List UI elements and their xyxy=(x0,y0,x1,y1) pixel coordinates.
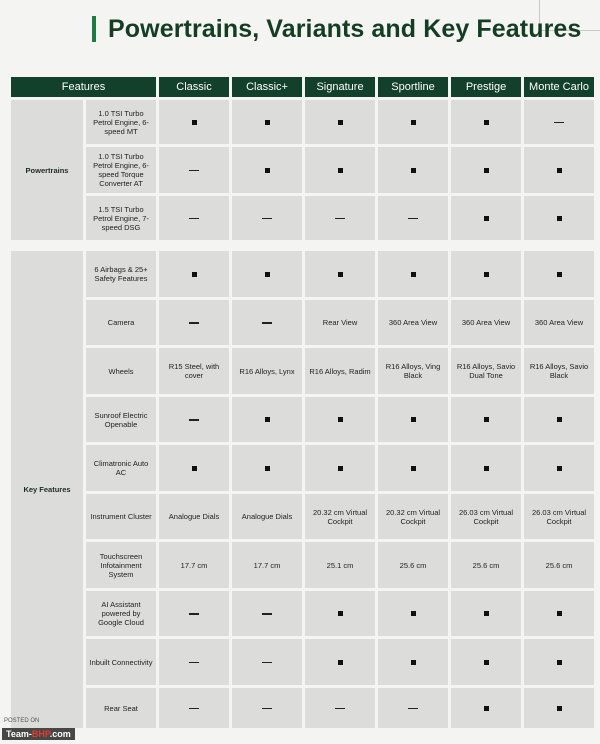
feature-label: Climatronic Auto AC xyxy=(86,445,156,491)
header-variant: Signature xyxy=(305,77,375,97)
feature-label: 1.0 TSI Turbo Petrol Engine, 6-speed Torque Converter AT xyxy=(86,147,156,193)
available-square-icon xyxy=(484,611,489,616)
available-square-icon xyxy=(411,272,416,277)
available-square-icon xyxy=(557,706,562,711)
value-cell xyxy=(378,251,448,297)
table-row xyxy=(11,494,594,539)
feature-label: Touchscreen Infotainment System xyxy=(86,542,156,588)
available-square-icon xyxy=(484,660,489,665)
value-cell: 25.1 cm xyxy=(305,542,375,588)
value-cell xyxy=(524,147,594,193)
not-available-dash-icon xyxy=(262,662,272,664)
available-square-icon xyxy=(557,272,562,277)
not-available-dash-icon xyxy=(189,708,199,710)
value-cell xyxy=(159,251,229,297)
available-square-icon xyxy=(265,272,270,277)
available-square-icon xyxy=(484,272,489,277)
value-cell xyxy=(305,100,375,144)
brand-suffix: .com xyxy=(49,729,71,739)
value-cell xyxy=(305,688,375,728)
available-square-icon xyxy=(192,120,197,125)
value-cell: 26.03 cm Virtual Cockpit xyxy=(451,494,521,539)
table-row xyxy=(11,397,594,442)
table-row xyxy=(11,542,594,588)
value-cell xyxy=(451,147,521,193)
group-label: Key Features xyxy=(11,251,83,728)
header-row xyxy=(11,77,594,97)
value-cell xyxy=(451,251,521,297)
group-gap xyxy=(11,243,594,248)
available-square-icon xyxy=(338,417,343,422)
header-features: Features xyxy=(11,77,156,97)
value-cell xyxy=(159,397,229,442)
value-cell xyxy=(159,196,229,240)
not-available-dash-icon xyxy=(262,708,272,710)
feature-label: 1.0 TSI Turbo Petrol Engine, 6-speed MT xyxy=(86,100,156,144)
value-cell xyxy=(524,196,594,240)
value-cell xyxy=(451,591,521,636)
value-cell xyxy=(232,251,302,297)
feature-label: Sunroof Electric Openable xyxy=(86,397,156,442)
title-bar xyxy=(86,6,586,52)
feature-label: Camera xyxy=(86,300,156,345)
value-cell xyxy=(232,591,302,636)
value-cell: R16 Alloys, Savio Black xyxy=(524,348,594,394)
value-cell xyxy=(232,300,302,345)
available-square-icon xyxy=(484,216,489,221)
header-variant: Classic xyxy=(159,77,229,97)
value-cell: R16 Alloys, Lynx xyxy=(232,348,302,394)
available-square-icon xyxy=(557,417,562,422)
not-available-dash-icon xyxy=(262,218,272,220)
value-cell: 360 Area View xyxy=(378,300,448,345)
value-cell xyxy=(305,445,375,491)
value-cell: R16 Alloys, Radim xyxy=(305,348,375,394)
value-cell xyxy=(232,100,302,144)
value-cell xyxy=(305,251,375,297)
not-available-dash-icon xyxy=(408,218,418,220)
value-cell xyxy=(524,397,594,442)
feature-label: 6 Airbags & 25+ Safety Features xyxy=(86,251,156,297)
header-variant: Monte Carlo xyxy=(524,77,594,97)
available-square-icon xyxy=(338,168,343,173)
value-cell: 26.03 cm Virtual Cockpit xyxy=(524,494,594,539)
not-available-dash-icon xyxy=(554,122,564,124)
value-cell xyxy=(159,300,229,345)
not-available-dash-icon xyxy=(189,613,199,615)
value-cell xyxy=(232,196,302,240)
table-row xyxy=(11,688,594,728)
value-cell: R15 Steel, with cover xyxy=(159,348,229,394)
available-square-icon xyxy=(557,611,562,616)
available-square-icon xyxy=(265,168,270,173)
available-square-icon xyxy=(411,466,416,471)
available-square-icon xyxy=(192,466,197,471)
header-variant: Prestige xyxy=(451,77,521,97)
available-square-icon xyxy=(484,706,489,711)
available-square-icon xyxy=(484,120,489,125)
not-available-dash-icon xyxy=(262,613,272,615)
page-title: Powertrains, Variants and Key Features xyxy=(108,14,582,43)
table-row xyxy=(11,100,594,144)
value-cell xyxy=(524,445,594,491)
available-square-icon xyxy=(338,120,343,125)
value-cell: 25.6 cm xyxy=(378,542,448,588)
available-square-icon xyxy=(557,660,562,665)
not-available-dash-icon xyxy=(335,708,345,710)
table-row xyxy=(11,445,594,491)
value-cell xyxy=(305,147,375,193)
value-cell xyxy=(159,591,229,636)
value-cell xyxy=(378,639,448,685)
value-cell xyxy=(305,196,375,240)
available-square-icon xyxy=(265,417,270,422)
available-square-icon xyxy=(411,120,416,125)
value-cell xyxy=(378,397,448,442)
table-row xyxy=(11,639,594,685)
available-square-icon xyxy=(557,216,562,221)
group-label: Powertrains xyxy=(11,100,83,240)
value-cell xyxy=(159,639,229,685)
value-cell xyxy=(451,397,521,442)
value-cell: 20.32 cm Virtual Cockpit xyxy=(378,494,448,539)
value-cell xyxy=(232,397,302,442)
available-square-icon xyxy=(265,120,270,125)
value-cell: Rear View xyxy=(305,300,375,345)
available-square-icon xyxy=(411,611,416,616)
not-available-dash-icon xyxy=(262,322,272,324)
table-row xyxy=(11,300,594,345)
value-cell: 25.6 cm xyxy=(451,542,521,588)
value-cell xyxy=(378,196,448,240)
watermark-small-text: POSTED ON xyxy=(4,718,40,724)
table-row xyxy=(11,251,594,297)
value-cell: 360 Area View xyxy=(451,300,521,345)
available-square-icon xyxy=(484,466,489,471)
value-cell xyxy=(159,688,229,728)
available-square-icon xyxy=(557,168,562,173)
feature-label: Wheels xyxy=(86,348,156,394)
title-accent-bar xyxy=(92,16,96,42)
value-cell: Analogue Dials xyxy=(232,494,302,539)
value-cell xyxy=(159,147,229,193)
not-available-dash-icon xyxy=(189,662,199,664)
available-square-icon xyxy=(484,168,489,173)
available-square-icon xyxy=(338,660,343,665)
not-available-dash-icon xyxy=(189,218,199,220)
value-cell xyxy=(305,397,375,442)
brand-accent: BHP xyxy=(31,729,50,739)
table-row xyxy=(11,591,594,636)
feature-label: Instrument Cluster xyxy=(86,494,156,539)
value-cell xyxy=(378,591,448,636)
value-cell: 20.32 cm Virtual Cockpit xyxy=(305,494,375,539)
value-cell xyxy=(451,196,521,240)
watermark-brand xyxy=(2,728,75,740)
value-cell xyxy=(524,100,594,144)
value-cell: Analogue Dials xyxy=(159,494,229,539)
available-square-icon xyxy=(411,417,416,422)
value-cell xyxy=(232,639,302,685)
table-row xyxy=(11,196,594,240)
spec-table xyxy=(8,74,597,731)
value-cell xyxy=(451,100,521,144)
value-cell xyxy=(451,688,521,728)
value-cell xyxy=(378,100,448,144)
feature-label: 1.5 TSI Turbo Petrol Engine, 7-speed DSG xyxy=(86,196,156,240)
not-available-dash-icon xyxy=(189,170,199,172)
not-available-dash-icon xyxy=(335,218,345,220)
value-cell: R16 Alloys, Savio Dual Tone xyxy=(451,348,521,394)
value-cell: 17.7 cm xyxy=(232,542,302,588)
table-row xyxy=(11,348,594,394)
value-cell: 17.7 cm xyxy=(159,542,229,588)
available-square-icon xyxy=(265,466,270,471)
value-cell xyxy=(524,688,594,728)
brand-prefix: Team- xyxy=(6,729,32,739)
not-available-dash-icon xyxy=(408,708,418,710)
header-variant: Sportline xyxy=(378,77,448,97)
available-square-icon xyxy=(338,272,343,277)
available-square-icon xyxy=(338,611,343,616)
value-cell xyxy=(378,445,448,491)
not-available-dash-icon xyxy=(189,322,199,324)
value-cell xyxy=(232,445,302,491)
value-cell xyxy=(451,445,521,491)
available-square-icon xyxy=(338,466,343,471)
value-cell xyxy=(451,639,521,685)
value-cell xyxy=(305,639,375,685)
available-square-icon xyxy=(411,168,416,173)
value-cell xyxy=(305,591,375,636)
value-cell xyxy=(232,147,302,193)
value-cell xyxy=(524,251,594,297)
header-variant: Classic+ xyxy=(232,77,302,97)
value-cell xyxy=(232,688,302,728)
available-square-icon xyxy=(411,660,416,665)
available-square-icon xyxy=(192,272,197,277)
value-cell xyxy=(378,688,448,728)
available-square-icon xyxy=(557,466,562,471)
value-cell xyxy=(159,445,229,491)
value-cell xyxy=(524,591,594,636)
value-cell: 360 Area View xyxy=(524,300,594,345)
value-cell xyxy=(159,100,229,144)
feature-label: Rear Seat xyxy=(86,688,156,728)
available-square-icon xyxy=(484,417,489,422)
table-row xyxy=(11,147,594,193)
value-cell: R16 Alloys, Ving Black xyxy=(378,348,448,394)
spec-body xyxy=(11,100,594,728)
value-cell xyxy=(524,639,594,685)
not-available-dash-icon xyxy=(189,419,199,421)
value-cell xyxy=(378,147,448,193)
feature-label: AI Assistant powered by Google Cloud xyxy=(86,591,156,636)
value-cell: 25.6 cm xyxy=(524,542,594,588)
feature-label: Inbuilt Connectivity xyxy=(86,639,156,685)
